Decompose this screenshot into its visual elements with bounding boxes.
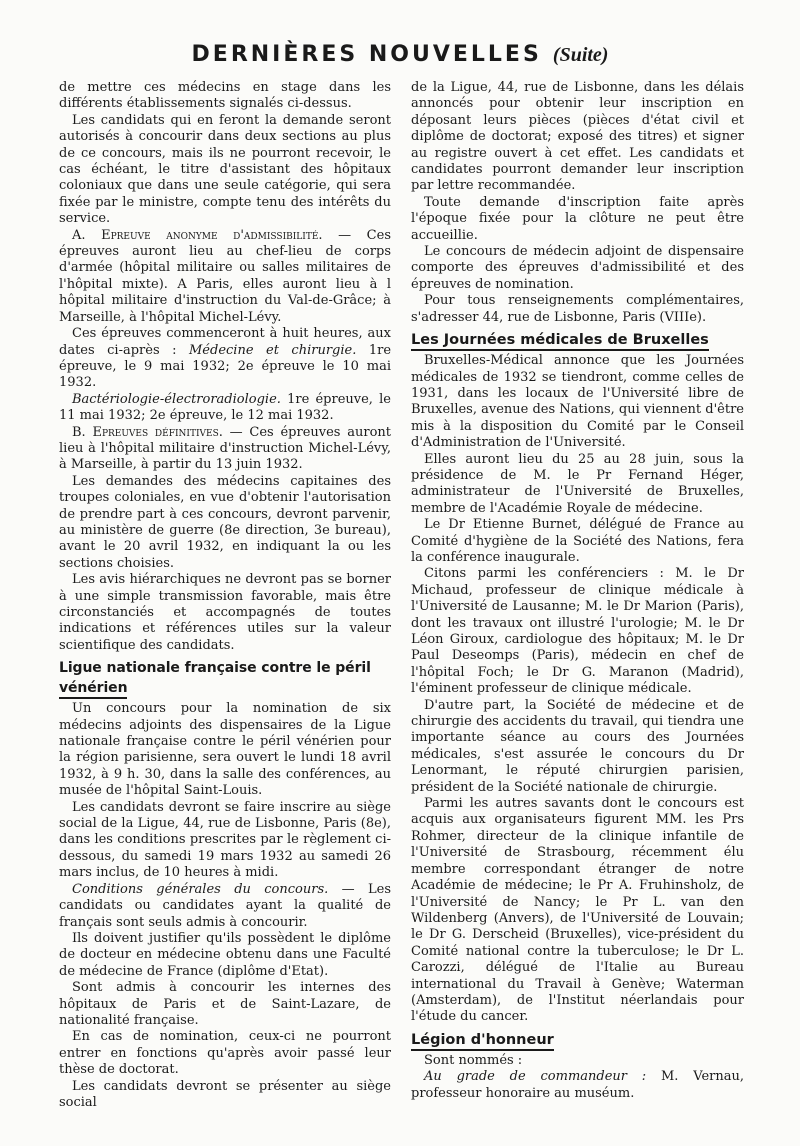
paragraph: de la Ligue, 44, rue de Lisbonne, dans les délais annoncés pour obtenir leur inscription en déposant leurs pièces (pièces d'état civil et diplôme de doctorat; exposé des titres) et signer au registre ouvert à cet effet. Les candidats et candidates pourront demander leur inscription par lettre recommandée. <box>411 80 744 194</box>
header-suite: (Suite) <box>552 44 609 66</box>
paragraph: Bruxelles-Médical annonce que les Journées médicales de 1932 se tiendront, comme celles de 1931, dans les locaux de l'Université libre de Bruxelles, avenue des Nations, qui viennent d'être mis à la disposition du Comité par le Conseil d'Administration de l'Université. <box>411 353 744 451</box>
left-column <box>59 80 391 1111</box>
section-label: A. Epreuve anonyme d'admissibilité. <box>72 227 323 243</box>
paragraph: Ils doivent justifier qu'ils possèdent le diplôme de docteur en médecine obtenu dans une Faculté de médecine de France (diplôme d'Etat). <box>59 930 391 979</box>
paragraph: de mettre ces médecins en stage dans les différents établissements signalés ci-dessus. <box>59 80 391 112</box>
paragraph: Elles auront lieu du 25 au 28 juin, sous la présidence de M. le Pr Fernand Héger, administrateur de l'Université de Bruxelles, membre de l'Académie Royale de médecine. <box>411 451 744 516</box>
paragraph: Un concours pour la nomination de six médecins adjoints des dispensaires de la Ligue nationale française contre le péril vénérien pour la région parisienne, sera ouvert le lundi 18 avril 1932, à 9 h. 30, dans la salle des conférences, au musée de l'hôpital Saint-Louis. <box>59 701 391 799</box>
paragraph: D'autre part, la Société de médecine et de chirurgie des accidents du travail, qui tiendra une importante séance au cours des Journées médicales, s'est assurée le concours du Dr Lenormant, le réputé chirurgien parisien, président de la Société nationale de chirurgie. <box>411 697 744 795</box>
paragraph: Ces épreuves commenceront à huit heures, aux dates ci-après : Médecine et chirurgie. 1re épreuve, le 9 mai 1932; 2e épreuve le 10 mai 1932. <box>59 326 392 391</box>
paragraph: Les candidats devront se présenter au siège social <box>59 1078 391 1110</box>
section-label: B. Epreuves définitives. <box>72 424 223 440</box>
paragraph: B. Epreuves définitives. — Ces épreuves auront lieu à l'hôpital militaire d'instruction Michel-Lévy, à Marseille, à partir du 13 juin 1932. <box>59 424 392 473</box>
paragraph: Bactériologie-électroradiologie. 1re épreuve, le 11 mai 1932; 2e épreuve, le 12 mai 1932. <box>59 391 391 424</box>
paragraph: Au grade de commandeur : M. Vernau, professeur honoraire au muséum. <box>411 1069 744 1101</box>
paragraph: Pour tous renseignements complémentaires, s'adresser 44, rue de Lisbonne, Paris (VIIIe). <box>411 293 744 325</box>
paragraph: Les candidats devront se faire inscrire au siège social de la Ligue, 44, rue de Lisbonne, Paris (8e), dans les conditions prescrites par le règlement ci-dessous, du samedi 19 mars 1932 au samedi 26 mars inclus, de 10 heures à midi. <box>59 799 391 881</box>
paragraph: Le Dr Etienne Burnet, délégué de France au Comité d'hygiène de la Société des Nations, fera la conférence inaugurale. <box>411 517 744 565</box>
paragraph: Les avis hiérarchiques ne devront pas se borner à une simple transmission favorable, mais être circonstanciés et accompagnés de toutes indications et références utiles sur la valeur scientifique des candidats. <box>59 572 391 653</box>
paragraph: Les demandes des médecins capitaines des troupes coloniales, en vue d'obtenir l'autorisation de prendre part à ces concours, devront parvenir, au ministère de guerre (8e direction, 3e bureau), avant le 20 avril 1932, en indiquant la ou les sections choisies. <box>59 473 391 571</box>
paragraph: Parmi les autres savants dont le concours est acquis aux organisateurs figurent MM. les Prs Rohmer, directeur de la clinique infantile de l'Université de Strasbourg, récemment élu membre correspondant étranger de notre Académie de médecine; le Pr A. Fruhinsholz, de l'Université de Nancy; le Pr L. van den Wildenberg (Anvers), de l'Université de Louvain; le Dr G. Derscheid (Bruxelles), vice-président du Comité national contre la tuberculose; le Dr L. Carozzi, délégué de l'Italie au Bureau international du Travail à Genève; Waterman (Amsterdam), de l'Institut néerlandais pour l'étude du cancer. <box>411 796 744 1025</box>
section-title-legion: Légion d'honneur <box>411 1030 744 1050</box>
paragraph: Citons parmi les conférenciers : M. le Dr Michaud, professeur de clinique médicale à l'Université de Lausanne; M. le Dr Marion (Paris), dont les travaux ont illustré l'urologie; M. le Dr Léon Giroux, cardiologue des hôpitaux; M. le Dr Paul Deseomps (Paris), médecin en chef de l'hôpital Foch; le Dr G. Maranon (Madrid), l'éminent professeur de clinique médicale. <box>411 566 744 697</box>
paragraph: Toute demande d'inscription faite après l'époque fixée pour la clôture ne peut être accueillie. <box>411 194 744 243</box>
paragraph: Les candidats qui en feront la demande seront autorisés à concourir dans deux sections au plus de ce concours, mais ils ne pourront recevoir, le cas échéant, le titre d'assistant des hôpitaux coloniaux que dans une seule catégorie, qui sera fixée par le ministre, compte tenu des intérêts du service. <box>59 112 391 227</box>
paragraph: Conditions générales du concours. — Les candidats ou candidates ayant la qualité de français sont seuls admis à concourir. <box>59 881 391 930</box>
paragraph: Le concours de médecin adjoint de dispensaire comporte des épreuves d'admissibilité et des épreuves de nomination. <box>411 244 744 292</box>
paragraph: A. Epreuve anonyme d'admissibilité. — Ces épreuves auront lieu au chef-lieu de corps d'armée (hôpital militaire ou salles militaires de l'hôpital mixte). A Paris, elles auront lieu à l hôpital militaire d'instruction du Val-de-Grâce; à Marseille, à l'hôpital Michel-Lévy. <box>59 227 391 325</box>
paragraph: Sont nommés : <box>424 1052 523 1068</box>
paragraph: Sont admis à concourir les internes des hôpitaux de Paris et de Saint-Lazare, de nationalité française. <box>59 980 391 1028</box>
header-title: DERNIÈRES NOUVELLES <box>191 42 542 67</box>
page-header <box>0 42 800 67</box>
right-column <box>411 80 744 1102</box>
section-title-ligue: Ligue nationale française contre le péril vénérien <box>59 658 391 698</box>
paragraph: En cas de nomination, ceux-ci ne pourront entrer en fonctions qu'après avoir passé leur thèse de doctorat. <box>59 1029 391 1078</box>
section-title-bruxelles: Les Journées médicales de Bruxelles <box>411 330 744 350</box>
